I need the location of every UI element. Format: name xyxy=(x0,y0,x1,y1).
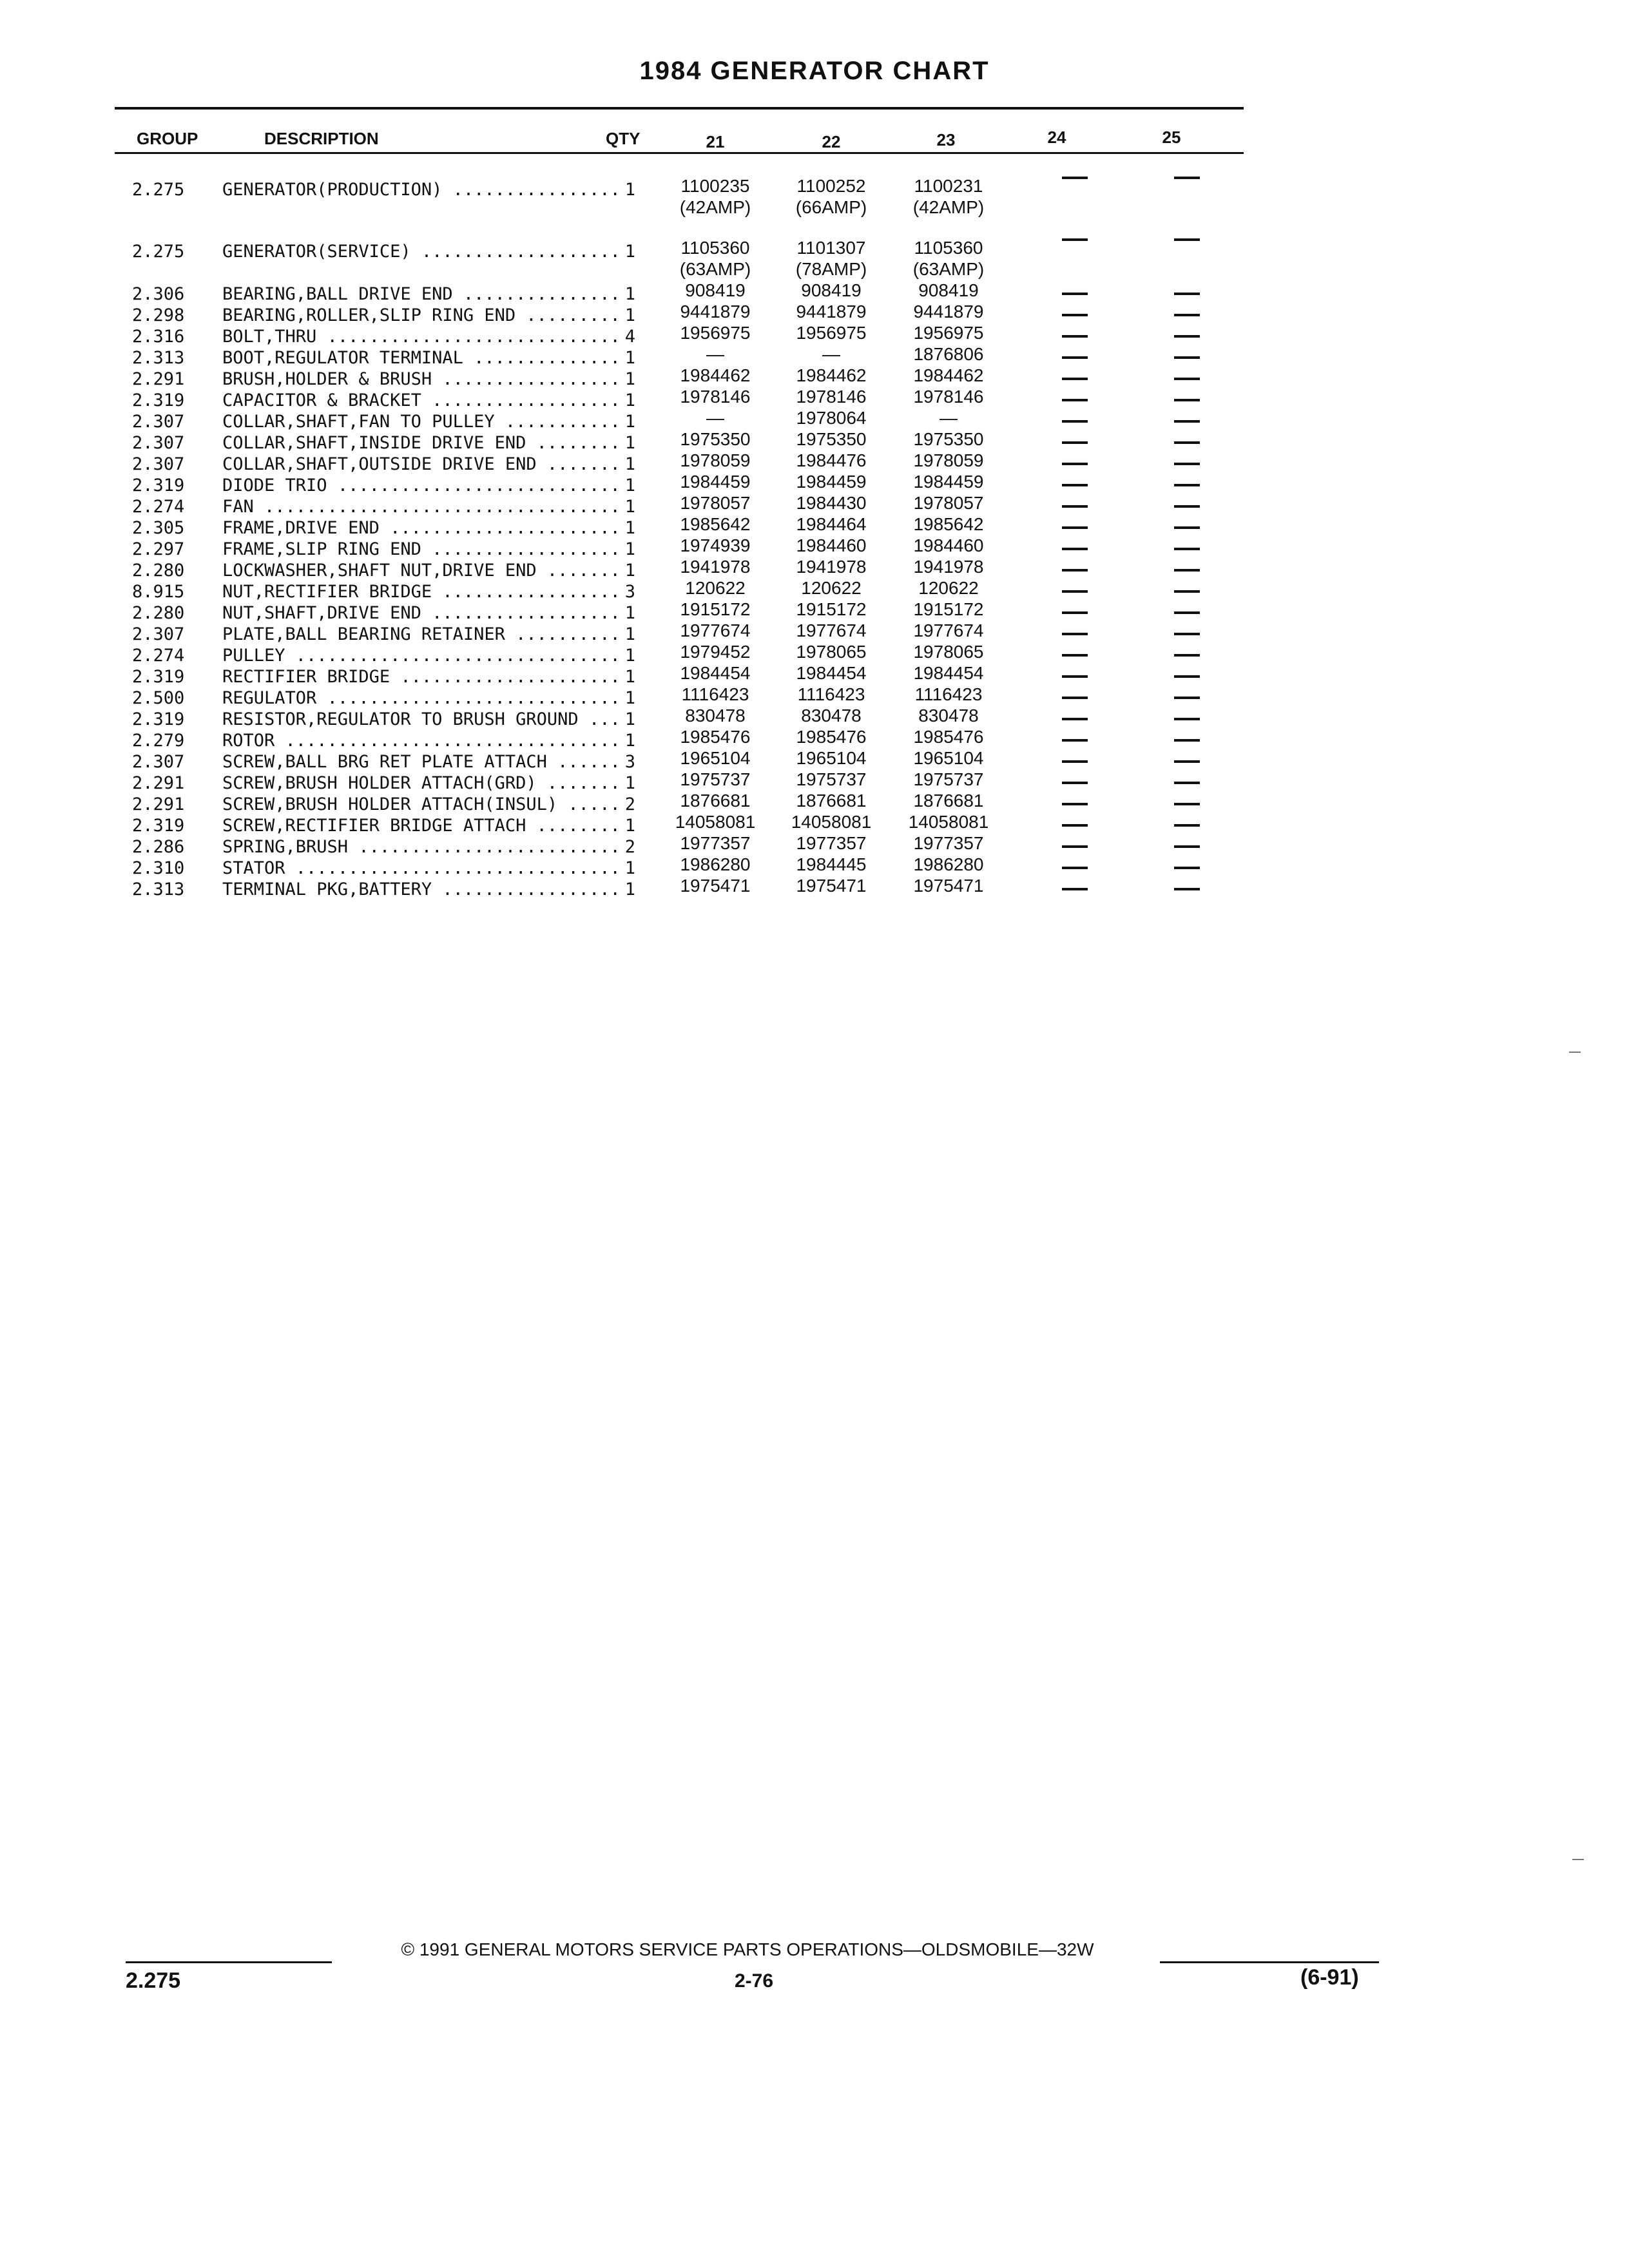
part-number-22: 1978064 xyxy=(796,408,867,428)
model-24-na-mark xyxy=(1062,420,1088,423)
group-cell: 2.313 xyxy=(132,348,185,368)
header-group: GROUP xyxy=(137,129,198,148)
part-number-22: 1975737 xyxy=(796,769,867,789)
part-number-21: 1984462 xyxy=(680,365,751,385)
part-number-22: 1984464 xyxy=(796,514,867,534)
qty-cell: 1 xyxy=(617,496,635,517)
part-number-22: 1100252 xyxy=(796,176,866,196)
footer-group-code: 2.275 xyxy=(126,1968,181,1993)
amperage-22: (78AMP) xyxy=(795,259,867,279)
part-number-22: 1977357 xyxy=(796,833,867,853)
part-number-22: 1978065 xyxy=(796,642,867,662)
header-description: DESCRIPTION xyxy=(264,129,379,148)
part-number-23: 1956975 xyxy=(913,323,984,343)
qty-cell: 1 xyxy=(617,284,635,305)
model-25-na-mark xyxy=(1174,654,1200,657)
part-number-23: 1876681 xyxy=(913,791,984,811)
part-number-22: 1101307 xyxy=(796,238,866,258)
footer-rule-right xyxy=(1160,1961,1379,1963)
amperage-23: (63AMP) xyxy=(912,259,985,279)
part-number-23: 1984460 xyxy=(913,535,984,555)
description-cell: BEARING,BALL DRIVE END ..... xyxy=(222,284,622,305)
description-cell: GENERATOR(SERVICE) ..... xyxy=(222,241,622,262)
scan-mark xyxy=(1572,1859,1584,1860)
model-24-na-mark xyxy=(1062,526,1088,529)
model-24-na-mark xyxy=(1062,441,1088,444)
part-number-23: 1915172 xyxy=(913,599,984,619)
header-model-25: 25 xyxy=(1162,128,1181,147)
group-cell: 2.313 xyxy=(132,879,185,899)
description-cell: PLATE,BALL BEARING RETAINER ..... xyxy=(222,624,622,645)
footer-page-number: 2-76 xyxy=(735,1970,774,1992)
header-model-21: 21 xyxy=(706,132,725,151)
model-25-na-mark xyxy=(1174,356,1200,359)
group-cell: 2.275 xyxy=(132,180,185,200)
group-cell: 2.291 xyxy=(132,773,185,793)
group-cell: 2.291 xyxy=(132,369,185,389)
header-bottom-rule xyxy=(115,152,1244,154)
group-cell: 2.291 xyxy=(132,794,185,814)
model-24-na-mark xyxy=(1062,675,1088,678)
group-cell: 2.274 xyxy=(132,646,185,666)
group-cell: 2.307 xyxy=(132,454,185,474)
model-25-na-mark xyxy=(1174,590,1200,593)
qty-cell: 1 xyxy=(617,773,635,794)
amperage-21: (42AMP) xyxy=(679,197,751,217)
group-cell: 2.298 xyxy=(132,305,185,325)
footer-revision: (6-91) xyxy=(1300,1965,1359,1990)
part-number-22: 1984459 xyxy=(796,472,867,492)
amperage-subrow xyxy=(0,258,1629,280)
part-number-23: 1975350 xyxy=(913,429,984,449)
group-cell: 2.319 xyxy=(132,816,185,836)
part-number-22: 1876681 xyxy=(796,791,867,811)
part-number-23: 1105360 xyxy=(914,238,983,258)
qty-cell: 1 xyxy=(617,475,635,496)
part-number-22: 1984462 xyxy=(796,365,867,385)
qty-cell: 1 xyxy=(617,454,635,475)
model-24-na-mark xyxy=(1062,399,1088,401)
part-number-22: 1984476 xyxy=(796,450,867,470)
qty-cell: 3 xyxy=(617,751,635,773)
footer-rule-left xyxy=(126,1961,332,1963)
part-number-21: 830478 xyxy=(685,706,746,726)
model-25-na-mark xyxy=(1174,484,1200,486)
group-cell: 8.915 xyxy=(132,582,185,602)
group-cell: 2.316 xyxy=(132,327,185,347)
part-number-21: 1984459 xyxy=(680,472,751,492)
model-25-na-mark xyxy=(1174,177,1200,179)
part-number-22: 908419 xyxy=(801,280,862,300)
qty-cell: 1 xyxy=(617,879,635,900)
part-number-22: 1977674 xyxy=(796,620,867,640)
amperage-22: (66AMP) xyxy=(795,197,867,217)
part-number-23: 1978146 xyxy=(913,387,984,407)
model-25-na-mark xyxy=(1174,378,1200,380)
page-title: 1984 GENERATOR CHART xyxy=(639,57,990,85)
model-24-na-mark xyxy=(1062,548,1088,550)
part-number-22: — xyxy=(822,344,840,364)
header-top-rule xyxy=(115,107,1244,110)
qty-cell: 1 xyxy=(617,645,635,666)
qty-cell: 1 xyxy=(617,624,635,645)
part-number-22: 1941978 xyxy=(796,557,867,577)
part-number-23: 1876806 xyxy=(913,344,984,364)
group-cell: 2.280 xyxy=(132,603,185,623)
model-25-na-mark xyxy=(1174,399,1200,401)
description-cell: GENERATOR(PRODUCTION) ..... xyxy=(222,179,622,200)
description-cell: COLLAR,SHAFT,OUTSIDE DRIVE END ..... xyxy=(222,454,622,475)
qty-cell: 1 xyxy=(617,709,635,730)
model-24-na-mark xyxy=(1062,760,1088,763)
qty-cell: 4 xyxy=(617,326,635,347)
model-25-na-mark xyxy=(1174,548,1200,550)
group-cell: 2.319 xyxy=(132,709,185,729)
amperage-subrow xyxy=(0,197,1629,218)
description-cell: BRUSH,HOLDER & BRUSH ..... xyxy=(222,369,622,390)
part-number-22: 1984430 xyxy=(796,493,867,513)
model-25-na-mark xyxy=(1174,611,1200,614)
part-number-22: 1978146 xyxy=(796,387,867,407)
model-25-na-mark xyxy=(1174,463,1200,465)
qty-cell: 1 xyxy=(617,241,635,262)
part-number-21: 14058081 xyxy=(675,812,756,832)
part-number-21: 1984454 xyxy=(680,663,751,683)
part-number-21: 908419 xyxy=(685,280,746,300)
model-25-na-mark xyxy=(1174,505,1200,508)
part-number-23: 1977674 xyxy=(913,620,984,640)
part-number-21: 1977357 xyxy=(680,833,751,853)
part-number-23: 9441879 xyxy=(913,302,984,322)
model-25-na-mark xyxy=(1174,675,1200,678)
group-cell: 2.306 xyxy=(132,284,185,304)
model-25-na-mark xyxy=(1174,739,1200,742)
group-cell: 2.275 xyxy=(132,242,185,262)
part-number-23: 120622 xyxy=(918,578,979,598)
part-number-23: 1984454 xyxy=(913,663,984,683)
part-number-22: 9441879 xyxy=(796,302,867,322)
description-cell: DIODE TRIO ..... xyxy=(222,475,622,496)
model-24-na-mark xyxy=(1062,697,1088,699)
part-number-21: 1876681 xyxy=(680,791,751,811)
description-cell: STATOR ..... xyxy=(222,858,622,879)
description-cell: ROTOR ..... xyxy=(222,730,622,751)
description-cell: SCREW,RECTIFIER BRIDGE ATTACH ..... xyxy=(222,815,622,836)
model-25-na-mark xyxy=(1174,718,1200,720)
model-25-na-mark xyxy=(1174,845,1200,848)
model-25-na-mark xyxy=(1174,569,1200,572)
header-model-24: 24 xyxy=(1047,128,1066,147)
part-number-22: 830478 xyxy=(801,706,862,726)
part-number-23: 1978059 xyxy=(913,450,984,470)
part-number-23: 14058081 xyxy=(908,812,989,832)
model-24-na-mark xyxy=(1062,845,1088,848)
part-number-23: 1975471 xyxy=(913,876,984,896)
description-cell: SCREW,BRUSH HOLDER ATTACH(INSUL) ..... xyxy=(222,794,622,815)
model-24-na-mark xyxy=(1062,238,1088,241)
model-24-na-mark xyxy=(1062,718,1088,720)
part-number-23: 1985476 xyxy=(913,727,984,747)
header-qty: QTY xyxy=(606,129,641,148)
group-cell: 2.280 xyxy=(132,561,185,581)
model-24-na-mark xyxy=(1062,378,1088,380)
part-number-21: 1965104 xyxy=(680,748,751,768)
part-number-22: 120622 xyxy=(801,578,862,598)
model-24-na-mark xyxy=(1062,867,1088,869)
table-row xyxy=(0,876,1629,900)
model-25-na-mark xyxy=(1174,335,1200,338)
description-cell: LOCKWASHER,SHAFT NUT,DRIVE END ..... xyxy=(222,560,622,581)
group-cell: 2.286 xyxy=(132,837,185,857)
description-cell: TERMINAL PKG,BATTERY ..... xyxy=(222,879,622,900)
part-number-21: 1977674 xyxy=(680,620,751,640)
qty-cell: 1 xyxy=(617,730,635,751)
part-number-22: 1984445 xyxy=(796,854,867,874)
amperage-21: (63AMP) xyxy=(679,259,751,279)
qty-cell: 1 xyxy=(617,560,635,581)
description-cell: COLLAR,SHAFT,INSIDE DRIVE END ..... xyxy=(222,432,622,454)
group-cell: 2.307 xyxy=(132,752,185,772)
model-24-na-mark xyxy=(1062,293,1088,295)
description-cell: SPRING,BRUSH ..... xyxy=(222,836,622,858)
description-cell: NUT,SHAFT,DRIVE END ..... xyxy=(222,602,622,624)
model-25-na-mark xyxy=(1174,420,1200,423)
group-cell: 2.307 xyxy=(132,412,185,432)
part-number-21: 1979452 xyxy=(680,642,751,662)
part-number-21: 1915172 xyxy=(680,599,751,619)
model-24-na-mark xyxy=(1062,177,1088,179)
header-model-22: 22 xyxy=(822,132,841,151)
part-number-23: 1100231 xyxy=(914,176,983,196)
part-number-23: 1978057 xyxy=(913,493,984,513)
part-number-22: 1984454 xyxy=(796,663,867,683)
description-cell: BOOT,REGULATOR TERMINAL ..... xyxy=(222,347,622,369)
model-25-na-mark xyxy=(1174,293,1200,295)
part-number-23: 1116423 xyxy=(914,684,983,704)
description-cell: FAN ..... xyxy=(222,496,622,517)
model-24-na-mark xyxy=(1062,633,1088,635)
part-number-23: 1977357 xyxy=(913,833,984,853)
part-number-22: 1965104 xyxy=(796,748,867,768)
part-number-21: 1986280 xyxy=(680,854,751,874)
model-25-na-mark xyxy=(1174,441,1200,444)
description-cell: SCREW,BALL BRG RET PLATE ATTACH ..... xyxy=(222,751,622,773)
qty-cell: 1 xyxy=(617,666,635,687)
model-25-na-mark xyxy=(1174,824,1200,827)
qty-cell: 1 xyxy=(617,815,635,836)
part-number-22: 1915172 xyxy=(796,599,867,619)
group-cell: 2.319 xyxy=(132,476,185,495)
description-cell: CAPACITOR & BRACKET ..... xyxy=(222,390,622,411)
description-cell: BEARING,ROLLER,SLIP RING END ..... xyxy=(222,305,622,326)
qty-cell: 1 xyxy=(617,539,635,560)
model-24-na-mark xyxy=(1062,590,1088,593)
part-number-21: 9441879 xyxy=(680,302,751,322)
qty-cell: 1 xyxy=(617,517,635,539)
model-25-na-mark xyxy=(1174,238,1200,241)
part-number-22: 1975471 xyxy=(796,876,867,896)
part-number-21: 120622 xyxy=(685,578,746,598)
part-number-21: 1116423 xyxy=(681,684,749,704)
model-25-na-mark xyxy=(1174,782,1200,784)
model-25-na-mark xyxy=(1174,867,1200,869)
model-25-na-mark xyxy=(1174,314,1200,316)
model-24-na-mark xyxy=(1062,824,1088,827)
part-number-21: 1105360 xyxy=(680,238,750,258)
model-25-na-mark xyxy=(1174,760,1200,763)
model-24-na-mark xyxy=(1062,484,1088,486)
part-number-21: 1975350 xyxy=(680,429,751,449)
qty-cell: 1 xyxy=(617,369,635,390)
model-25-na-mark xyxy=(1174,803,1200,805)
group-cell: 2.307 xyxy=(132,433,185,453)
part-number-22: 1984460 xyxy=(796,535,867,555)
part-number-21: 1978059 xyxy=(680,450,751,470)
description-cell: RECTIFIER BRIDGE ..... xyxy=(222,666,622,687)
model-24-na-mark xyxy=(1062,463,1088,465)
part-number-23: 1975737 xyxy=(913,769,984,789)
qty-cell: 1 xyxy=(617,347,635,369)
model-25-na-mark xyxy=(1174,526,1200,529)
header-model-23: 23 xyxy=(936,130,956,149)
scan-mark xyxy=(1569,1052,1581,1053)
model-24-na-mark xyxy=(1062,888,1088,890)
group-cell: 2.305 xyxy=(132,518,185,538)
group-cell: 2.319 xyxy=(132,667,185,687)
part-number-21: 1974939 xyxy=(680,535,751,555)
description-cell: NUT,RECTIFIER BRIDGE ..... xyxy=(222,581,622,602)
model-24-na-mark xyxy=(1062,782,1088,784)
description-cell: PULLEY ..... xyxy=(222,645,622,666)
qty-cell: 2 xyxy=(617,836,635,858)
qty-cell: 1 xyxy=(617,179,635,200)
qty-cell: 1 xyxy=(617,432,635,454)
qty-cell: 1 xyxy=(617,602,635,624)
group-cell: 2.319 xyxy=(132,390,185,410)
part-number-21: 1100235 xyxy=(680,176,750,196)
model-24-na-mark xyxy=(1062,611,1088,614)
description-cell: COLLAR,SHAFT,FAN TO PULLEY ..... xyxy=(222,411,622,432)
description-cell: BOLT,THRU ..... xyxy=(222,326,622,347)
part-number-23: 1965104 xyxy=(913,748,984,768)
amperage-23: (42AMP) xyxy=(912,197,985,217)
part-number-21: 1985642 xyxy=(680,514,751,534)
part-number-23: 1984459 xyxy=(913,472,984,492)
part-number-21: — xyxy=(706,408,724,428)
model-25-na-mark xyxy=(1174,888,1200,890)
qty-cell: 1 xyxy=(617,411,635,432)
part-number-21: — xyxy=(706,344,724,364)
part-number-22: 14058081 xyxy=(791,812,872,832)
part-number-23: 1984462 xyxy=(913,365,984,385)
qty-cell: 1 xyxy=(617,687,635,709)
group-cell: 2.310 xyxy=(132,858,185,878)
part-number-23: 1985642 xyxy=(913,514,984,534)
group-cell: 2.307 xyxy=(132,624,185,644)
description-cell: FRAME,DRIVE END ..... xyxy=(222,517,622,539)
part-number-22: 1975350 xyxy=(796,429,867,449)
group-cell: 2.297 xyxy=(132,539,185,559)
part-number-21: 1975471 xyxy=(680,876,751,896)
part-number-21: 1978057 xyxy=(680,493,751,513)
part-number-21: 1985476 xyxy=(680,727,751,747)
part-number-23: 830478 xyxy=(918,706,979,726)
part-number-22: 1985476 xyxy=(796,727,867,747)
qty-cell: 3 xyxy=(617,581,635,602)
part-number-21: 1978146 xyxy=(680,387,751,407)
part-number-21: 1941978 xyxy=(680,557,751,577)
group-cell: 2.279 xyxy=(132,731,185,751)
group-cell: 2.274 xyxy=(132,497,185,517)
description-cell: REGULATOR ..... xyxy=(222,687,622,709)
part-number-23: — xyxy=(940,408,958,428)
part-number-23: 1978065 xyxy=(913,642,984,662)
qty-cell: 1 xyxy=(617,305,635,326)
part-number-21: 1975737 xyxy=(680,769,751,789)
model-24-na-mark xyxy=(1062,356,1088,359)
model-24-na-mark xyxy=(1062,739,1088,742)
description-cell: SCREW,BRUSH HOLDER ATTACH(GRD) ..... xyxy=(222,773,622,794)
model-24-na-mark xyxy=(1062,569,1088,572)
model-24-na-mark xyxy=(1062,654,1088,657)
model-24-na-mark xyxy=(1062,314,1088,316)
model-25-na-mark xyxy=(1174,697,1200,699)
part-number-22: 1956975 xyxy=(796,323,867,343)
model-25-na-mark xyxy=(1174,633,1200,635)
part-number-21: 1956975 xyxy=(680,323,751,343)
part-number-22: 1116423 xyxy=(797,684,865,704)
group-cell: 2.500 xyxy=(132,688,185,708)
footer-copyright: © 1991 GENERAL MOTORS SERVICE PARTS OPERATIONS—OLDSMOBILE—32W xyxy=(401,1939,1094,1959)
model-24-na-mark xyxy=(1062,335,1088,338)
model-24-na-mark xyxy=(1062,803,1088,805)
qty-cell: 1 xyxy=(617,858,635,879)
qty-cell: 2 xyxy=(617,794,635,815)
part-number-23: 1941978 xyxy=(913,557,984,577)
description-cell: RESISTOR,REGULATOR TO BRUSH GROUND ..... xyxy=(222,709,622,730)
part-number-23: 1986280 xyxy=(913,854,984,874)
part-number-23: 908419 xyxy=(918,280,979,300)
model-24-na-mark xyxy=(1062,505,1088,508)
description-cell: FRAME,SLIP RING END ..... xyxy=(222,539,622,560)
qty-cell: 1 xyxy=(617,390,635,411)
